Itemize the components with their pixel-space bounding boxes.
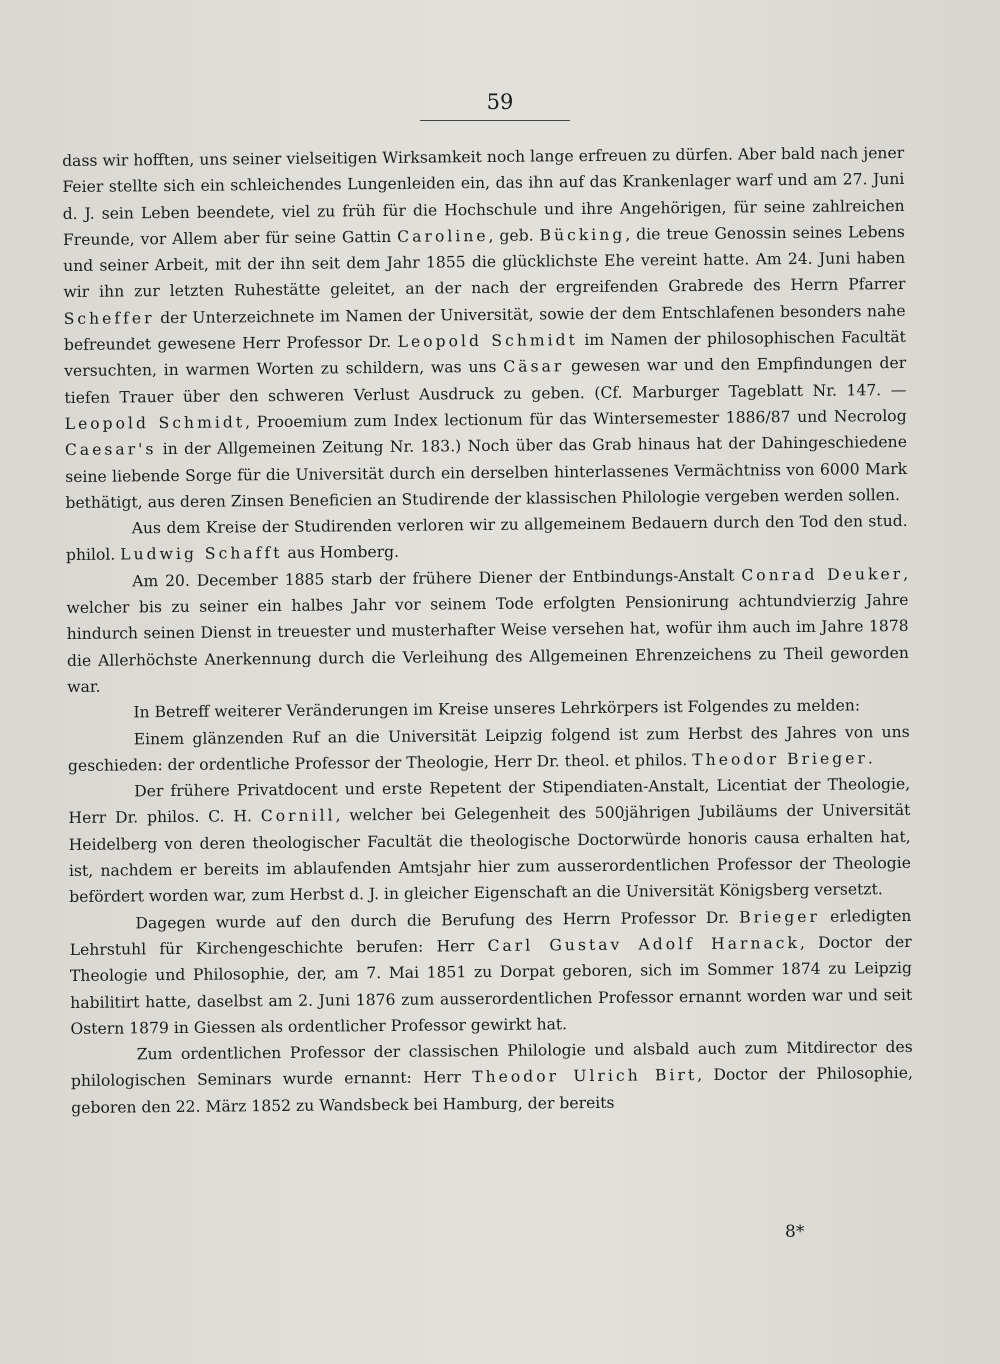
- text-run: Zum ordentlichen Professor der classischen Philologie und alsbald auch zum Mitdirector des philologischen Seminars wurde ernannt: Herr: [70, 1038, 913, 1091]
- spaced-name-text: Theodor Ulrich Birt: [472, 1066, 698, 1087]
- text-run: im Namen der philosophischen Facultät versuchten, in warmen Worten zu schildern, was uns: [64, 328, 906, 381]
- spaced-name-text: Caesar's: [64, 440, 157, 460]
- body-text: [62, 140, 913, 1121]
- signature-mark: 8*: [785, 1222, 805, 1242]
- text-run: Einem glänzenden Ruf an die Universität Leipzig folgend ist zum Herbst des Jahres von uns geschieden: der ordentliche Professor der Theologie, Herr Dr. theol. et philos.: [67, 722, 910, 775]
- text-run: , geb.: [488, 226, 540, 245]
- spaced-name-text: Leopold Schmidt: [64, 413, 246, 433]
- paragraph: [62, 140, 907, 516]
- spaced-name-text: Ludwig Schafft: [120, 544, 283, 564]
- paragraph: [66, 561, 909, 701]
- text-run: Aus dem Kreise der Studirenden verloren wir zu allgemeinem Bedauern durch den Tod den stud. philol.: [65, 512, 908, 565]
- text-run: dass wir hofften, uns seiner vielseitigen Wirksamkeit noch lange erfreuen zu dürfen. Aber bald nach jener Feier stellte sich ein schleichendes Lungenleiden ein, das ihn auf das Krankenlager warf und am 27. Juni d. J. sein Leben beendete, viel zu früh für die Hochschule und ihre Angehörigen, für seine zahlreichen Freunde, vor Allem aber für seine Gattin: [62, 143, 905, 249]
- text-run: , welcher bei Gelegenheit des 500jährigen Jubiläums der Universität Heidelberg von deren theologischer Facultät die theologische Doctorwürde honoris causa erhalten hat, ist, nachdem er bereits im ablaufenden Amtsjahr hier zum ausserordentlichen Professor der Theologie befördert worden war, zum Herbst d. J. in gleicher Eigenschaft an die Universität Königsberg versetzt.: [68, 801, 912, 907]
- paragraph: [68, 718, 910, 779]
- text-run: , Doctor der Philosophie, geboren den 22. März 1852 zu Wandsbeck bei Hamburg, der bereits: [71, 1064, 914, 1117]
- spaced-name-text: Theodor Brieger: [692, 749, 868, 769]
- paragraph: [69, 903, 912, 1043]
- paragraph: [66, 508, 908, 569]
- spaced-name-text: Caroline: [397, 226, 489, 246]
- spaced-name-text: Cornill: [260, 806, 336, 826]
- text-run: .: [867, 749, 873, 768]
- text-run: Der frühere Privatdocent und erste Repetent der Stipendiaten-Anstalt, Licentiat der Theologie, Herr Dr. philos. C. H.: [68, 775, 911, 828]
- spaced-name-text: Cäsar: [503, 357, 565, 377]
- text-run: gewesen war und den Empfindungen der tiefen Trauer über den schweren Verlust Ausdruck zu geben. (Cf. Marburger Tageblatt Nr. 147. —: [64, 354, 907, 407]
- paragraph: [71, 1034, 914, 1121]
- spaced-name-text: Scheffer: [63, 308, 155, 328]
- text-run: , die treue Genossin seines Lebens und seiner Arbeit, mit der ihn seit dem Jahr 1855 die glücklichste Ehe vereint hatte. Am 24. Juni haben wir ihn zur letzten Ruhestätte geleitet, an der nach der ergreifenden Grabrede des Herrn Pfarrer: [63, 222, 906, 302]
- text-run: Am 20. December 1885 starb der frühere Diener der Entbindungs-Anstalt: [132, 566, 742, 591]
- page-number-rule: [420, 120, 570, 121]
- text-run: , Prooemium zum Index lectionum für das Wintersemester 1886/87 und Necrolog: [244, 406, 907, 432]
- text-run: , welcher bis zu seiner ein halbes Jahr vor seinem Tode erfolgten Pensionirung achtundvierzig Jahre hindurch seinen Dienst in treuester und musterhafter Weise versehen hat, wofür ihm auch im Jahre 1878 die Allerhöchste Anerkennung durch die Verleihung des Allgemeinen Ehrenzeichens zu Theil geworden war.: [66, 564, 909, 696]
- spaced-name-text: Conrad Deuker: [741, 564, 904, 585]
- spaced-name-text: Brieger: [739, 907, 821, 927]
- text-run: In Betreff weiterer Veränderungen im Kreise unseres Lehrkörpers ist Folgendes zu melden:: [133, 696, 861, 722]
- text-run: erledigten Lehrstuhl für Kirchengeschichte berufen: Herr: [69, 906, 912, 959]
- text-run: der Unterzeichnete im Namen der Universität, sowie der dem Entschlafenen besonders nahe befreundet gewesene Herr Professor Dr.: [63, 301, 906, 355]
- text-run: aus Homberg.: [282, 543, 400, 563]
- spaced-name-text: Carl Gustav Adolf Harnack: [487, 933, 801, 955]
- paragraph: [68, 771, 911, 911]
- text-run: in der Allgemeinen Zeitung Nr. 183.) Noch über das Grab hinaus hat der Dahingeschiedene seine liebende Sorge für die Universität durch ein derselben hinterlassenes Vermächtniss von 6000 Mark bethätigt, aus deren Zinsen Beneficien an Studirende der klassischen Philologie vergeben werden sollen.: [65, 433, 908, 512]
- spaced-name-text: Leopold Schmidt: [397, 331, 578, 351]
- spaced-name-text: Bücking: [539, 225, 626, 245]
- text-run: , Doctor der Theologie und Philosophie, der, am 7. Mai 1851 zu Dorpat geboren, sich im Sommer 1874 zu Leipzig habilitirt hatte, daselbst am 2. Juni 1876 zum ausserordentlichen Professor ernannt worden war und seit Ostern 1879 in Giessen als ordentlicher Professor gewirkt hat.: [69, 932, 913, 1038]
- text-run: Dagegen wurde auf den durch die Berufung des Herrn Professor Dr.: [135, 908, 740, 932]
- page-number: 59: [486, 90, 514, 114]
